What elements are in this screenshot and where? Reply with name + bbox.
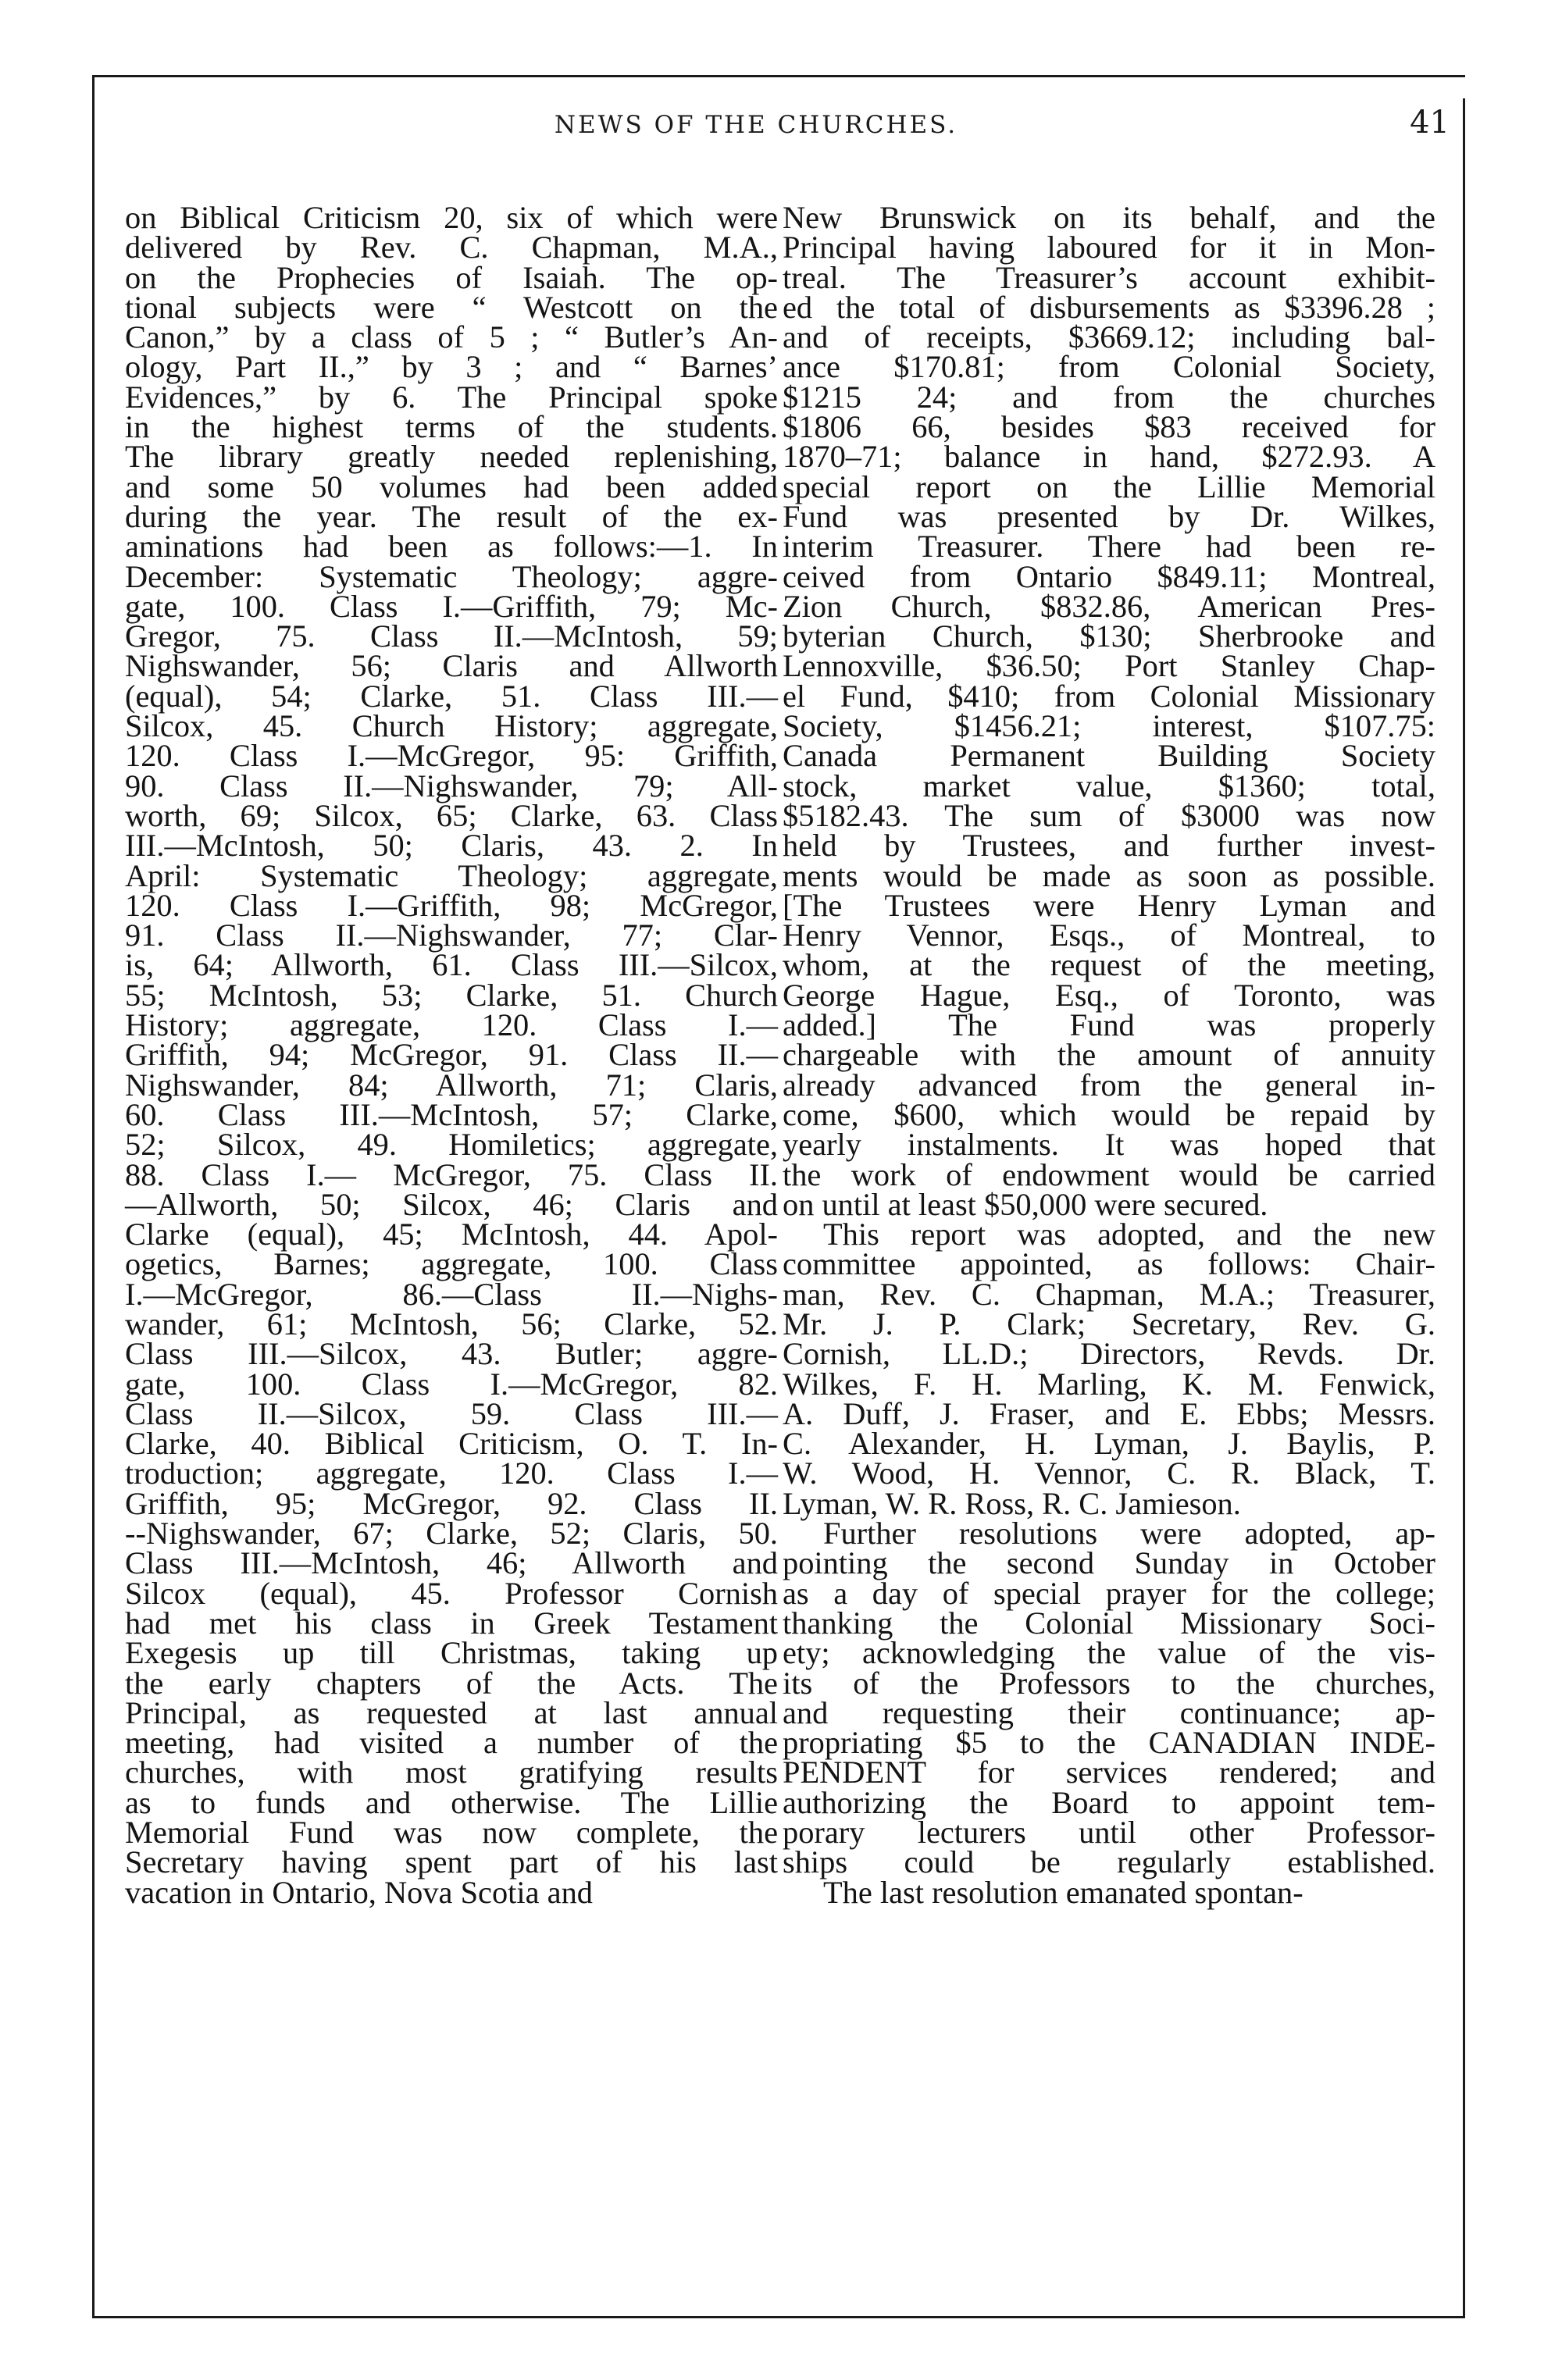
text-line: PENDENT for services rendered; and xyxy=(783,1755,1435,1790)
text-line: gate, 100. Class I.—McGregor, 82. xyxy=(125,1366,778,1402)
text-line: 120. Class I.—Griffith, 98; McGregor, xyxy=(125,887,778,923)
text-line: History; aggregate, 120. Class I.— xyxy=(125,1007,778,1043)
text-line: propriating $5 to the CANADIAN INDE- xyxy=(783,1725,1435,1761)
text-line: is, 64; Allworth, 61. Class III.—Silcox, xyxy=(125,947,778,983)
text-line: added.] The Fund was properly xyxy=(783,1007,1435,1043)
text-line: The last resolution emanated spontan- xyxy=(823,1874,1303,1910)
text-line: stock, market value, $1360; total, xyxy=(783,768,1435,803)
text-line: chargeable with the amount of annuity xyxy=(783,1037,1435,1073)
text-line: Gregor, 75. Class II.—McIntosh, 59; xyxy=(125,618,778,654)
frame-bottom-rule xyxy=(92,2316,1465,2318)
text-line: W. Wood, H. Vennor, C. R. Black, T. xyxy=(783,1455,1435,1491)
text-line: and some 50 volumes had been added xyxy=(125,469,778,504)
text-line: Silcox, 45. Church History; aggregate, xyxy=(125,708,778,744)
right-text-column xyxy=(783,200,1435,1910)
text-line: the early chapters of the Acts. The xyxy=(125,1665,778,1701)
text-line: ance $170.81; from Colonial Society, xyxy=(783,349,1435,385)
text-line: Memorial Fund was now complete, the xyxy=(125,1815,778,1851)
text-line: Wilkes, F. H. Marling, K. M. Fenwick, xyxy=(783,1366,1435,1402)
text-line: April: Systematic Theology; aggregate, xyxy=(125,857,778,893)
text-line: on until at least $50,000 were secured. xyxy=(783,1186,1268,1222)
text-line: committee appointed, as follows: Chair- xyxy=(783,1246,1435,1282)
text-line: Nighswander, 84; Allworth, 71; Claris, xyxy=(125,1067,778,1103)
text-line: as a day of special prayer for the college; xyxy=(783,1575,1435,1611)
text-line: Exegesis up till Christmas, taking up xyxy=(125,1635,778,1671)
text-line: --Nighswander, 67; Clarke, 52; Claris, 50. xyxy=(125,1516,778,1552)
frame-right-rule xyxy=(1463,98,1465,2316)
text-line: 91. Class II.—Nighswander, 77; Clar- xyxy=(125,917,778,953)
text-line: 120. Class I.—McGregor, 95: Griffith, xyxy=(125,738,778,774)
text-line: meeting, had visited a number of the xyxy=(125,1725,778,1761)
text-line: Further resolutions were adopted, ap- xyxy=(823,1516,1435,1552)
text-line: aminations had been as follows:—1. In xyxy=(125,529,778,565)
running-title: NEWS OF THE CHURCHES. xyxy=(554,111,958,139)
text-line: Principal, as requested at last annual xyxy=(125,1694,778,1730)
text-line: Clarke (equal), 45; McIntosh, 44. Apol- xyxy=(125,1217,778,1252)
text-line: The library greatly needed replenishing, xyxy=(125,439,778,475)
text-line: and requesting their continuance; ap- xyxy=(783,1694,1435,1730)
text-line: already advanced from the general in- xyxy=(783,1067,1435,1103)
text-line: Secretary having spent part of his last xyxy=(125,1844,778,1880)
text-line: Fund was presented by Dr. Wilkes, xyxy=(783,498,1435,534)
text-line: Clarke, 40. Biblical Criticism, O. T. In- xyxy=(125,1426,778,1462)
text-line: Cornish, LL.D.; Directors, Revds. Dr. xyxy=(783,1336,1435,1372)
text-line: —Allworth, 50; Silcox, 46; Claris and xyxy=(125,1186,778,1222)
text-line: (equal), 54; Clarke, 51. Class III.— xyxy=(125,678,778,714)
text-line: as to funds and otherwise. The Lillie xyxy=(125,1784,778,1820)
text-line: ceived from Ontario $849.11; Montreal, xyxy=(783,558,1435,594)
text-line: Canon,” by a class of 5 ; “ Butler’s An- xyxy=(125,319,778,355)
text-line: its of the Professors to the churches, xyxy=(783,1665,1435,1701)
text-line: ships could be regularly established. xyxy=(783,1844,1435,1880)
text-line: el Fund, $410; from Colonial Missionary xyxy=(783,678,1435,714)
text-line: Class III.—McIntosh, 46; Allworth and xyxy=(125,1545,778,1581)
text-line: ology, Part II.,” by 3 ; and “ Barnes’ xyxy=(125,349,778,385)
text-line: byterian Church, $130; Sherbrooke and xyxy=(783,618,1435,654)
text-line: porary lecturers until other Professor- xyxy=(783,1815,1435,1851)
text-line: ogetics, Barnes; aggregate, 100. Class xyxy=(125,1246,778,1282)
text-line: Zion Church, $832.86, American Pres- xyxy=(783,588,1435,624)
text-line: Griffith, 95; McGregor, 92. Class II. xyxy=(125,1485,778,1521)
text-line: ments would be made as soon as possible. xyxy=(783,857,1435,893)
text-line: authorizing the Board to appoint tem- xyxy=(783,1784,1435,1820)
text-line: $1806 66, besides $83 received for xyxy=(783,409,1435,445)
text-line: held by Trustees, and further invest- xyxy=(783,828,1435,864)
text-line: pointing the second Sunday in October xyxy=(783,1545,1435,1581)
text-line: Lyman, W. R. Ross, R. C. Jamieson. xyxy=(783,1485,1241,1521)
text-line: New Brunswick on its behalf, and the xyxy=(783,200,1435,235)
text-line: Class III.—Silcox, 43. Butler; aggre- xyxy=(125,1336,778,1372)
text-line: C. Alexander, H. Lyman, J. Baylis, P. xyxy=(783,1426,1435,1462)
text-line: 52; Silcox, 49. Homiletics; aggregate, xyxy=(125,1127,778,1163)
text-line: Lennoxville, $36.50; Port Stanley Chap- xyxy=(783,648,1435,684)
text-line: Griffith, 94; McGregor, 91. Class II.— xyxy=(125,1037,778,1073)
text-line: during the year. The result of the ex- xyxy=(125,498,778,534)
text-line: the work of endowment would be carried xyxy=(783,1156,1435,1192)
text-line: vacation in Ontario, Nova Scotia and xyxy=(125,1874,593,1910)
text-line: on the Prophecies of Isaiah. The op- xyxy=(125,259,778,295)
text-line: yearly instalments. It was hoped that xyxy=(783,1127,1435,1163)
text-line: Principal having laboured for it in Mon- xyxy=(783,230,1435,265)
text-line: treal. The Treasurer’s account exhibit- xyxy=(783,259,1435,295)
text-line: 55; McIntosh, 53; Clarke, 51. Church xyxy=(125,977,778,1013)
text-line: Canada Permanent Building Society xyxy=(783,738,1435,774)
text-line: delivered by Rev. C. Chapman, M.A., xyxy=(125,230,778,265)
frame-left-rule xyxy=(92,75,95,2316)
text-line: ety; acknowledging the value of the vis- xyxy=(783,1635,1435,1671)
text-line: [The Trustees were Henry Lyman and xyxy=(783,887,1435,923)
text-line: I.—McGregor, 86.—Class II.—Nighs- xyxy=(125,1276,778,1312)
text-line: Nighswander, 56; Claris and Allworth xyxy=(125,648,778,684)
text-line: 1870–71; balance in hand, $272.93. A xyxy=(783,439,1435,475)
text-line: come, $600, which would be repaid by xyxy=(783,1096,1435,1132)
text-line: Henry Vennor, Esqs., of Montreal, to xyxy=(783,917,1435,953)
text-line: $1215 24; and from the churches xyxy=(783,379,1435,415)
text-line: and of receipts, $3669.12; including bal- xyxy=(783,319,1435,355)
text-line: 88. Class I.— McGregor, 75. Class II. xyxy=(125,1156,778,1192)
text-line: III.—McIntosh, 50; Claris, 43. 2. In xyxy=(125,828,778,864)
text-line: had met his class in Greek Testament xyxy=(125,1605,778,1641)
text-line: Silcox (equal), 45. Professor Cornish xyxy=(125,1575,778,1611)
text-line: ed the total of disbursements as $3396.28 ; xyxy=(783,289,1435,325)
text-line: whom, at the request of the meeting, xyxy=(783,947,1435,983)
text-line: interim Treasurer. There had been re- xyxy=(783,529,1435,565)
page-number: 41 xyxy=(1410,105,1450,141)
text-line: man, Rev. C. Chapman, M.A.; Treasurer, xyxy=(783,1276,1435,1312)
text-line: Mr. J. P. Clark; Secretary, Rev. G. xyxy=(783,1306,1435,1341)
text-line: in the highest terms of the students. xyxy=(125,409,778,445)
text-line: $5182.43. The sum of $3000 was now xyxy=(783,797,1435,833)
text-line: This report was adopted, and the new xyxy=(823,1217,1435,1252)
text-line: special report on the Lillie Memorial xyxy=(783,469,1435,504)
text-line: December: Systematic Theology; aggre- xyxy=(125,558,778,594)
text-line: 60. Class III.—McIntosh, 57; Clarke, xyxy=(125,1096,778,1132)
text-line: George Hague, Esq., of Toronto, was xyxy=(783,977,1435,1013)
text-line: gate, 100. Class I.—Griffith, 79; Mc- xyxy=(125,588,778,624)
left-text-column xyxy=(125,200,778,1910)
text-line: thanking the Colonial Missionary Soci- xyxy=(783,1605,1435,1641)
text-line: Evidences,” by 6. The Principal spoke xyxy=(125,379,778,415)
frame-top-rule xyxy=(92,75,1465,77)
text-line: tional subjects were “ Westcott on the xyxy=(125,289,778,325)
text-line: churches, with most gratifying results xyxy=(125,1755,778,1790)
text-line: Class II.—Silcox, 59. Class III.— xyxy=(125,1395,778,1431)
text-line: on Biblical Criticism 20, six of which were xyxy=(125,200,778,235)
text-line: Society, $1456.21; interest, $107.75: xyxy=(783,708,1435,744)
text-line: A. Duff, J. Fraser, and E. Ebbs; Messrs. xyxy=(783,1395,1435,1431)
text-line: 90. Class II.—Nighswander, 79; All- xyxy=(125,768,778,803)
text-line: wander, 61; McIntosh, 56; Clarke, 52. xyxy=(125,1306,778,1341)
text-line: troduction; aggregate, 120. Class I.— xyxy=(125,1455,778,1491)
text-line: worth, 69; Silcox, 65; Clarke, 63. Class xyxy=(125,797,778,833)
